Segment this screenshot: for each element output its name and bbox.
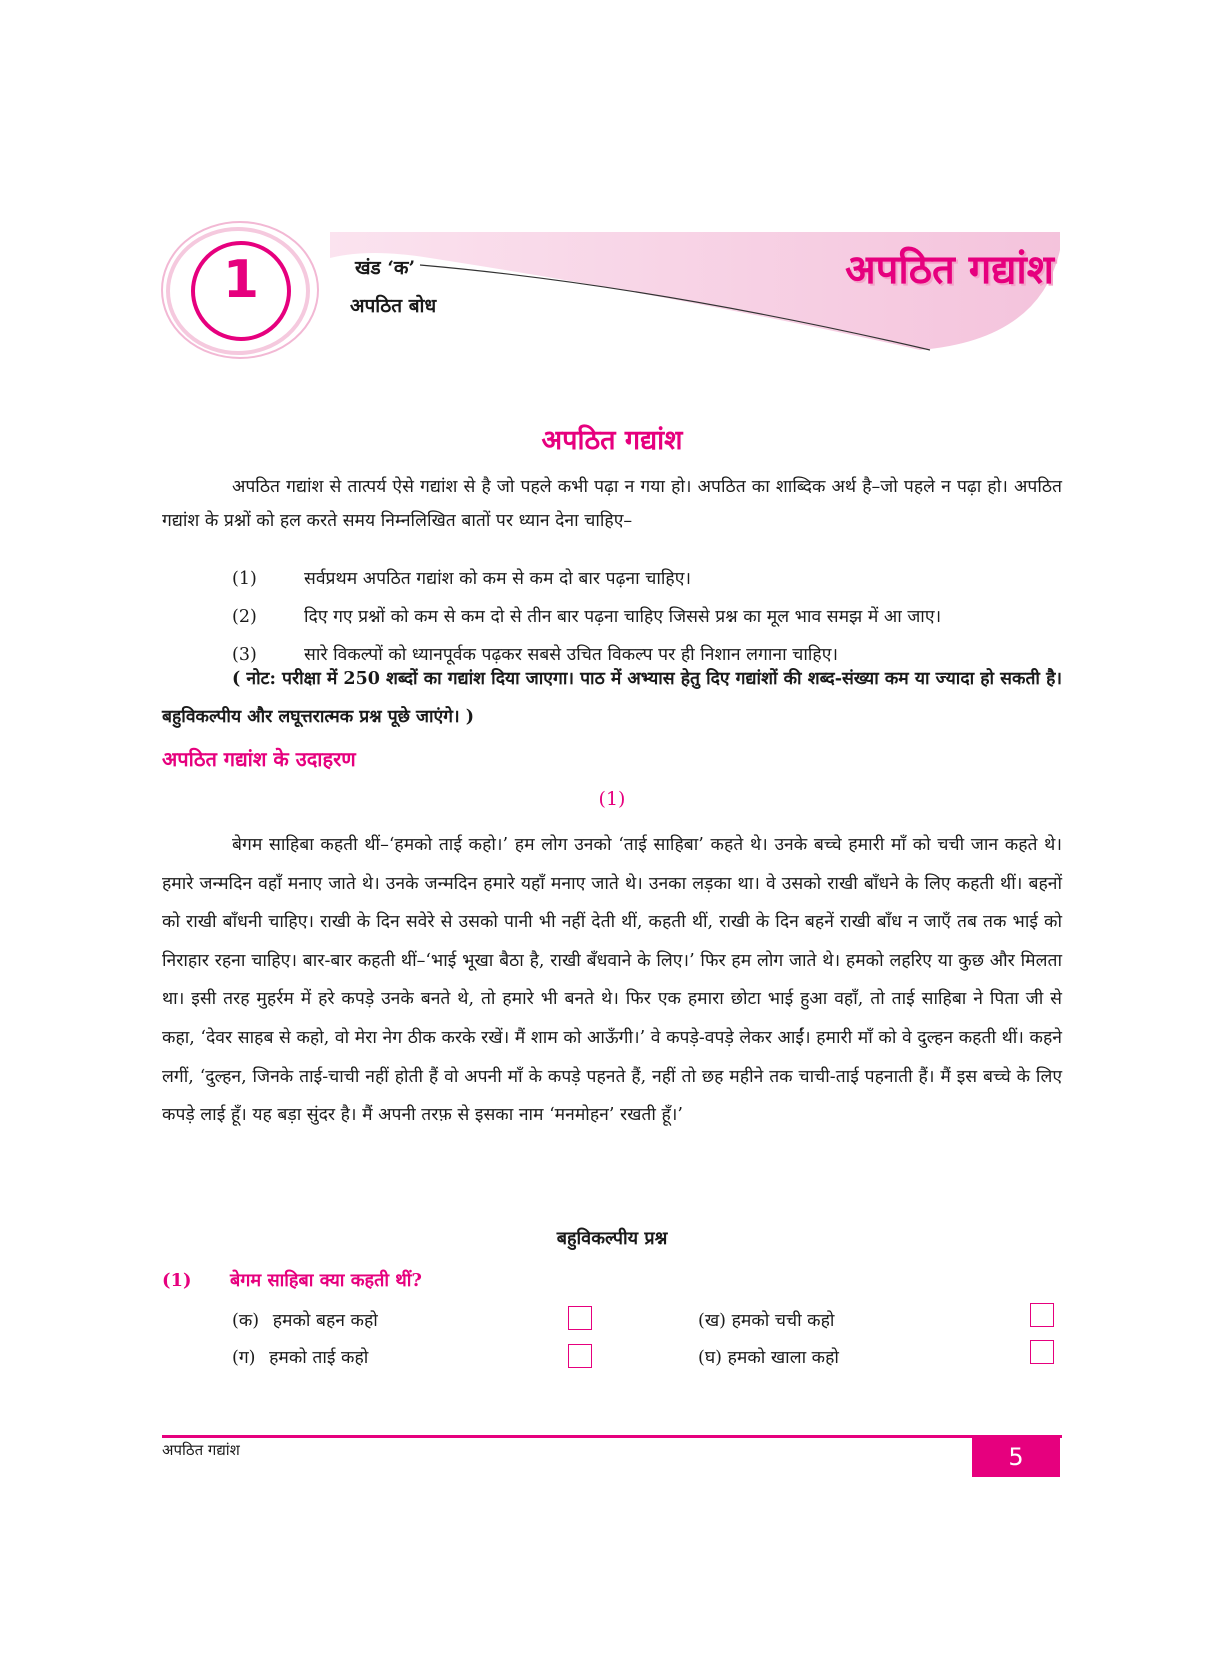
mcq-option-kha bbox=[698, 1308, 834, 1332]
option-gha-checkbox[interactable] bbox=[1030, 1340, 1054, 1364]
section-label: खंड ‘क’ bbox=[355, 257, 416, 279]
passage-number: (1) bbox=[598, 788, 626, 810]
mcq-heading: बहुविकल्पीय प्रश्न bbox=[556, 1228, 668, 1249]
rule-item bbox=[232, 604, 1072, 628]
mcq-question bbox=[162, 1268, 422, 1292]
page-number: 5 bbox=[972, 1437, 1060, 1477]
examples-heading: अपठित गद्यांश के उदाहरण bbox=[162, 747, 356, 771]
page-heading: अपठित गद्यांश bbox=[541, 425, 683, 456]
question-text: बेगम साहिबा क्या कहती थीं? bbox=[230, 1270, 422, 1291]
option-label: (ख) bbox=[698, 1311, 726, 1331]
rule-text: दिए गए प्रश्नों को कम से कम दो से तीन बार पढ़ना चाहिए जिससे प्रश्न का मूल भाव समझ में आ जाए। bbox=[304, 607, 942, 627]
footer-title: अपठित गद्यांश bbox=[162, 1441, 240, 1459]
mcq-option-ka bbox=[232, 1308, 378, 1332]
rule-text: सारे विकल्पों को ध्यानपूर्वक पढ़कर सबसे उचित विकल्प पर ही निशान लगाना चाहिए। bbox=[304, 645, 839, 665]
question-number: (1) bbox=[162, 1270, 192, 1291]
mcq-option-gha bbox=[698, 1345, 839, 1369]
option-text: हमको चची कहो bbox=[731, 1311, 835, 1331]
section-subtitle: अपठित बोध bbox=[350, 295, 437, 317]
exam-note: ( नोट: परीक्षा में 250 शब्दों का गद्यांश दिया जाएगा। पाठ में अभ्यास हेतु दिए गद्यांशों की शब्द-संख्या कम या ज्यादा हो सकती है। बहुविकल्पीय और लघूत्तरात्मक प्रश्न पूछे जाएंगे। ) bbox=[162, 669, 1062, 727]
rule-number: (2) bbox=[232, 607, 257, 627]
footer-rule bbox=[162, 1435, 1062, 1438]
option-text: हमको ताई कहो bbox=[269, 1348, 369, 1368]
intro-paragraph: अपठित गद्यांश से तात्पर्य ऐसे गद्यांश से है जो पहले कभी पढ़ा न गया हो। अपठित का शाब्दिक अर्थ है–जो पहले न पढ़ा हो। अपठित गद्यांश के प्रश्नों को हल करते समय निम्नलिखित बातों पर ध्यान देना चाहिए– bbox=[162, 477, 1062, 531]
option-text: हमको खाला कहो bbox=[727, 1348, 839, 1368]
chapter-banner-graphic bbox=[0, 0, 1224, 380]
rule-number: (3) bbox=[232, 645, 257, 665]
rule-item bbox=[232, 566, 1072, 590]
option-ka-checkbox[interactable] bbox=[568, 1306, 592, 1330]
option-text: हमको बहन कहो bbox=[272, 1311, 378, 1331]
rule-text: सर्वप्रथम अपठित गद्यांश को कम से कम दो बार पढ़ना चाहिए। bbox=[304, 569, 692, 589]
option-label: (क) bbox=[232, 1311, 260, 1331]
passage-text: बेगम साहिबा कहती थीं–‘हमको ताई कहो।’ हम लोग उनको ‘ताई साहिबा’ कहते थे। उनके बच्चे हमारी माँ को चची जान कहते थे। हमारे जन्मदिन वहाँ मनाए जाते थे। उनके जन्मदिन हमारे यहाँ मनाए जाते थे। उनका लड़का था। वे उसको राखी बाँधने के लिए कहती थीं। बहनों को राखी बाँधनी चाहिए। राखी के दिन सवेरे से उसको पानी भी नहीं देती थीं, कहती थीं, राखी के दिन बहनें राखी बाँध न जाएँ तब तक भाई को निराहार रहना चाहिए। बार-बार कहती थीं–‘भाई भूखा बैठा है, राखी बँधवाने के लिए।’ फिर हम लोग जाते थे। हमको लहरिए या कुछ और मिलता था। इसी तरह मुहर्रम में हरे कपड़े उनके बनते थे, तो हमारे भी बनते थे। फिर एक हमारा छोटा भाई हुआ वहाँ, तो ताई साहिबा ने पिता जी से कहा, ‘देवर साहब से कहो, वो मेरा नेग ठीक करके रखें। मैं शाम को आऊँगी।’ वे कपड़े-वपड़े लेकर आईं। हमारी माँ को वे दुल्हन कहती थीं। कहने लगीं, ‘दुल्हन, जिनके ताई-चाची नहीं होती हैं वो अपनी माँ के कपड़े पहनते हैं, नहीं तो छह महीने तक चाची-ताई पहनाती हैं। मैं इस बच्चे के लिए कपड़े लाई हूँ। यह बड़ा सुंदर है। मैं अपनी तरफ़ से इसका नाम ‘मनमोहन’ रखती हूँ।’ bbox=[162, 835, 1062, 1126]
option-label: (घ) bbox=[698, 1348, 722, 1368]
rule-number: (1) bbox=[232, 569, 257, 589]
option-kha-checkbox[interactable] bbox=[1030, 1303, 1054, 1327]
chapter-number: 1 bbox=[222, 250, 260, 310]
option-ga-checkbox[interactable] bbox=[568, 1344, 592, 1368]
chapter-title: अपठित गद्यांश bbox=[845, 246, 1054, 293]
option-label: (ग) bbox=[232, 1348, 256, 1368]
mcq-option-ga bbox=[232, 1345, 368, 1369]
